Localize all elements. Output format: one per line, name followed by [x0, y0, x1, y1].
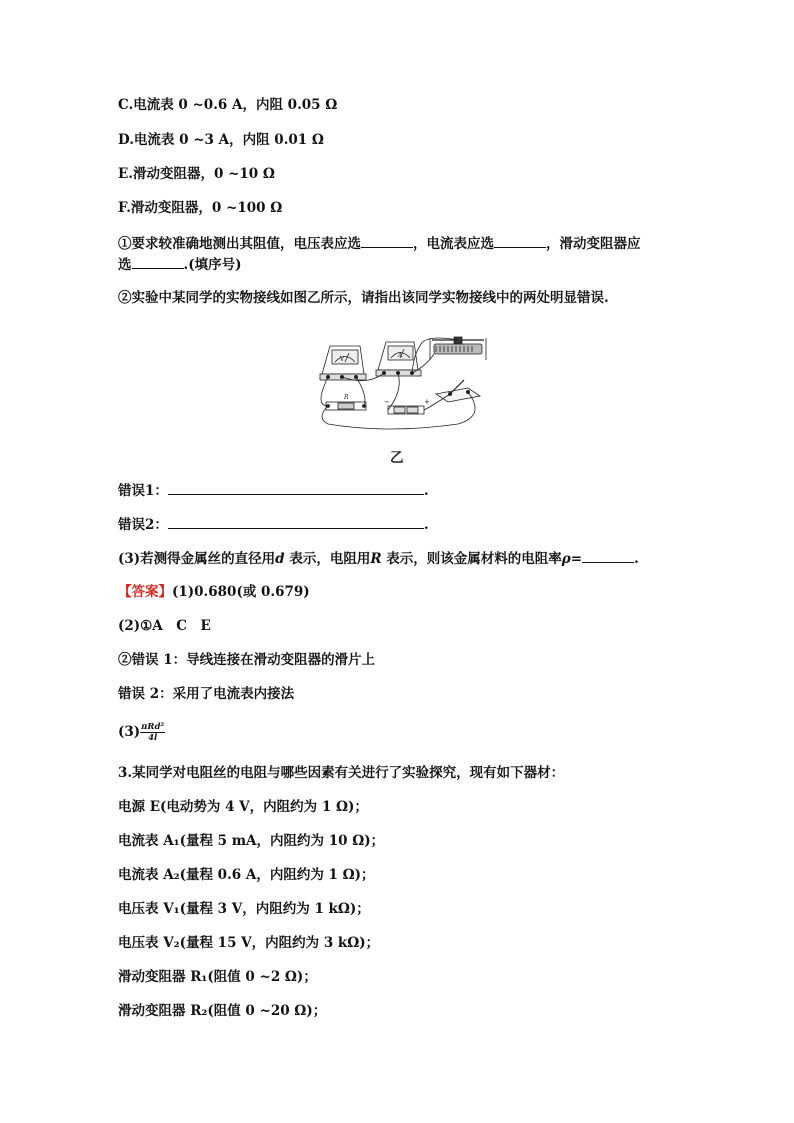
answer-line-1	[118, 582, 708, 602]
error-1-line	[118, 480, 708, 501]
equipment-item: 电流表 A₁(量程 5 mA，内阻约为 10 Ω)；	[118, 833, 385, 849]
option-f: F.滑动变阻器，0 ~100 Ω	[118, 200, 283, 216]
q3-text-a: (3)若测得金属丝的直径用	[118, 551, 276, 567]
fraction-numerator: πRd²	[141, 722, 165, 732]
question-part-3	[118, 548, 708, 569]
q3-var-rho: ρ	[561, 551, 571, 567]
circuit-wiring-figure	[308, 336, 488, 434]
q3-var-d: d	[275, 551, 285, 567]
blank-ammeter	[494, 233, 546, 248]
option-c: C.电流表 0 ~0.6 A，内阻 0.05 Ω	[118, 97, 338, 113]
q1-text-e: .(填序号)	[183, 257, 242, 273]
q3-period: .	[634, 551, 639, 567]
option-d: D.电流表 0 ~3 A，内阻 0.01 Ω	[118, 132, 324, 148]
question-part-1-cont	[118, 254, 708, 275]
q3-blank	[582, 548, 634, 563]
svg-text:V: V	[339, 356, 345, 363]
answer-line-5	[118, 718, 708, 746]
q1-text-b: ，电流表应选	[413, 236, 494, 252]
answer-5-prefix: (3)	[118, 724, 141, 740]
figure-caption: 乙	[390, 450, 404, 466]
error-2-line	[118, 514, 708, 535]
answer-line-2: (2)①A C E	[118, 618, 211, 634]
error-2-label: 错误2：	[118, 517, 168, 533]
answer-1: (1)0.680(或 0.679)	[172, 584, 310, 600]
option-e: E.滑动变阻器，0 ~10 Ω	[118, 166, 275, 182]
error-1-period: .	[423, 483, 429, 499]
question-3-intro: 3.某同学对电阻丝的电阻与哪些因素有关进行了实验探究，现有如下器材：	[118, 765, 565, 781]
blank-voltmeter	[361, 233, 413, 248]
q1-text-a: ①要求较准确地测出其阻值，电压表应选	[118, 236, 361, 252]
voltmeter-icon	[320, 346, 366, 380]
resistivity-fraction	[140, 722, 165, 743]
equipment-item: 电压表 V₁(量程 3 V，内阻约为 1 kΩ)；	[118, 901, 370, 917]
fraction-denominator: 4l	[148, 733, 158, 743]
error-1-blank	[168, 480, 424, 495]
equipment-item: 滑动变阻器 R₂(阻值 0 ~20 Ω)；	[118, 1003, 327, 1019]
q1-text-d: 选	[118, 257, 132, 273]
answer-line-3: ②错误 1：导线连接在滑动变阻器的滑片上	[118, 652, 376, 668]
q1-text-c: ，滑动变阻器应	[546, 236, 641, 252]
q3-text-b: 表示，电阻用	[284, 551, 371, 567]
answer-tag: 【答案】	[118, 584, 172, 600]
q3-var-r: R	[370, 551, 382, 567]
resistor-icon	[326, 394, 366, 410]
equipment-item: 滑动变阻器 R₁(阻值 0 ~2 Ω)；	[118, 969, 317, 985]
error-2-period: .	[423, 517, 429, 533]
error-1-label: 错误1：	[118, 483, 168, 499]
q3-equals: =	[570, 551, 583, 567]
svg-text:A: A	[397, 352, 403, 359]
error-2-blank	[168, 514, 424, 529]
equipment-item: 电压表 V₂(量程 15 V，内阻约为 3 kΩ)；	[118, 935, 380, 951]
svg-text:−: −	[384, 398, 390, 406]
blank-rheostat	[132, 254, 184, 269]
svg-text:R: R	[344, 394, 349, 401]
equipment-item: 电源 E(电动势为 4 V，内阻约为 1 Ω)；	[118, 799, 368, 815]
equipment-item: 电流表 A₂(量程 0.6 A，内阻约为 1 Ω)；	[118, 867, 375, 883]
question-part-2: ②实验中某同学的实物接线如图乙所示，请指出该同学实物接线中的两处明显错误.	[118, 290, 609, 306]
answer-line-4: 错误 2：采用了电流表内接法	[118, 686, 295, 702]
q3-text-c: 表示，则该金属材料的电阻率	[381, 551, 562, 567]
question-part-1	[118, 233, 708, 254]
svg-text:+: +	[424, 398, 430, 406]
rheostat-icon	[430, 337, 486, 360]
